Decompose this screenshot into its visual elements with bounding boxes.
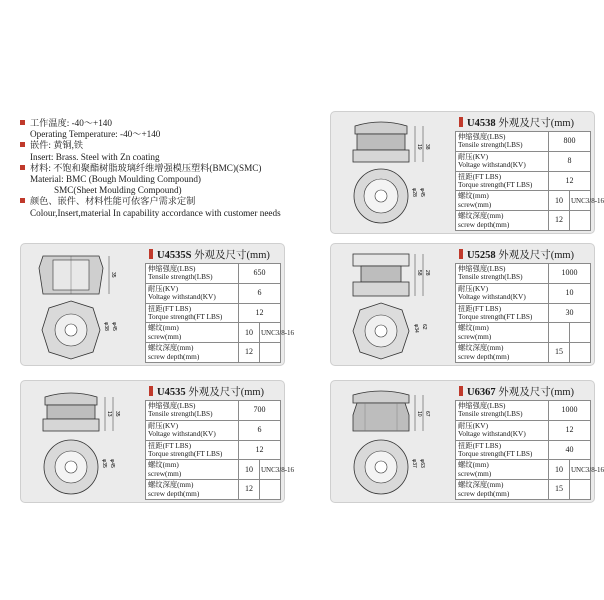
u4538-dim-3: φ28: [411, 188, 417, 197]
u4535-dim-1: 13: [106, 411, 112, 417]
u6367-torque: 40: [549, 440, 591, 460]
red-marker-icon: [149, 249, 153, 259]
bullet-icon: [20, 142, 25, 147]
u4535s-thread: UNC3/8-16: [260, 323, 281, 343]
card-u4538: [330, 111, 604, 234]
u4538-torque: 12: [549, 171, 591, 191]
u4535-screw: 10: [239, 460, 260, 480]
card-u4535s: [20, 243, 295, 366]
bullet-icon: [20, 198, 25, 203]
u4535-spec-table: 伸缩强度(LBS) Tensile strength(LBS) 700 耐压(KV) Voltage withstand(KV) 6 扭距(FT LBS) Torque strength(FT LBS) 12 螺纹(mm) screw(mm) 10 UNC3/8-16 螺纹深度(mm) screw depth(mm) 12: [145, 400, 281, 500]
spec-material-en2: SMC(Sheet Moulding Compound): [54, 185, 182, 196]
u4538-dim-1: 19: [416, 144, 422, 150]
spec-custom-en: Colour,Insert,material In capability accordance with customer needs: [30, 207, 281, 218]
spec-material-en: Material: BMC (Bough Moulding Compound): [30, 174, 201, 185]
red-marker-icon: [459, 117, 463, 127]
u6367-info: [455, 385, 604, 500]
u4538-thread: UNC3/8-16: [570, 191, 591, 211]
u6367-screw: 10: [549, 460, 570, 480]
u4538-screw: 10: [549, 191, 570, 211]
bullet-icon: [20, 165, 25, 170]
u4538-tensile: 800: [549, 132, 591, 152]
u4538-dim-4: φ45: [419, 188, 425, 197]
u4535-info: [145, 385, 295, 500]
u4535-depth: 12: [239, 480, 260, 500]
u6367-voltage: 12: [549, 420, 591, 440]
u6367-dim-1: 10: [416, 411, 422, 417]
u6367-dim-4: φ63: [419, 459, 425, 468]
u6367-spec-table: 伸缩强度(LBS) Tensile strength(LBS) 1000 耐压(KV) Voltage withstand(KV) 12 扭距(FT LBS) Torque strength(FT LBS) 40 螺纹(mm) screw(mm) 10 UNC3/8-16 螺纹深度(mm) screw depth(mm) 15: [455, 400, 591, 500]
u4538-dim-2: 38: [424, 144, 430, 150]
u5258-dim-1: 58: [416, 270, 422, 276]
u4535-thread: UNC3/8-16: [260, 460, 281, 480]
u4535-dim-4: φ45: [109, 459, 115, 468]
red-marker-icon: [459, 386, 463, 396]
u5258-screw: [549, 323, 570, 343]
u4535s-screw: 10: [239, 323, 260, 343]
spec-custom-cn: 颜色、嵌件、材料性能可依客户需求定制: [20, 196, 320, 207]
u5258-info: [455, 248, 591, 363]
u5258-spec-table: 伸缩强度(LBS) Tensile strength(LBS) 1000 耐压(KV) Voltage withstand(KV) 10 扭距(FT LBS) Torque strength(FT LBS) 30 螺纹(mm) screw(mm) 螺纹深度(mm) screw depth(mm) 15: [455, 263, 591, 363]
u5258-tensile: 1000: [549, 264, 591, 284]
u5258-dim-4: 62: [421, 324, 427, 330]
u5258-drawing: [335, 248, 453, 361]
u5258-dim-3: φ34: [413, 324, 419, 333]
u4538-voltage: 8: [549, 151, 591, 171]
u4535s-torque: 12: [239, 303, 281, 323]
u6367-dim-3: φ37: [411, 459, 417, 468]
u4538-depth: 12: [549, 211, 570, 231]
u4535s-title: U4535S 外观及尺寸(mm): [145, 248, 281, 263]
u4538-title: U4538 外观及尺寸(mm): [455, 116, 591, 131]
u5258-thread: [570, 323, 591, 343]
u4535-torque: 12: [239, 440, 281, 460]
u6367-thread: UNC3/8-16: [570, 460, 591, 480]
u4538-spec-table: 伸缩强度(LBS) Tensile strength(LBS) 800 耐压(KV) Voltage withstand(KV) 8 扭距(FT LBS) Torque strength(FT LBS) 12 螺纹(mm) screw(mm) 10 UNC3/8-16 螺纹深度(mm) screw depth(mm) 12: [455, 131, 591, 231]
u4535s-info: [145, 248, 295, 363]
red-marker-icon: [459, 249, 463, 259]
u4538-drawing: [335, 116, 453, 229]
u6367-depth: 15: [549, 480, 570, 500]
u5258-depth: 15: [549, 343, 570, 363]
red-marker-icon: [149, 386, 153, 396]
u4535s-drawing: [25, 248, 143, 361]
u4535s-dim-2: φ38: [103, 322, 109, 331]
u4538-info: [455, 116, 604, 231]
u4535-voltage: 6: [239, 420, 281, 440]
spec-insert-en: Insert: Brass. Steel with Zn coating: [30, 151, 160, 162]
u5258-torque: 30: [549, 303, 591, 323]
u4535-dim-2: 35: [114, 411, 120, 417]
u5258-title: U5258 外观及尺寸(mm): [455, 248, 591, 263]
spec-insert-cn: 嵌件: 黄铜,铁: [20, 140, 320, 151]
u6367-drawing: [335, 385, 453, 498]
u4535-tensile: 700: [239, 401, 281, 421]
material-specs: [20, 118, 320, 219]
card-u5258: [330, 243, 595, 366]
u6367-tensile: 1000: [549, 401, 591, 421]
u5258-voltage: 10: [549, 283, 591, 303]
u4535s-tensile: 650: [239, 264, 281, 284]
spec-material-cn: 材料: 不饱和聚酯树脂玻璃纤维增强模压塑料(BMC)(SMC): [20, 163, 320, 174]
u4535-title: U4535 外观及尺寸(mm): [145, 385, 281, 400]
u4535-drawing: [25, 385, 143, 498]
u6367-dim-2: 67: [424, 411, 430, 417]
bullet-icon: [20, 120, 25, 125]
spec-temp-en: Operating Temperature: -40～+140: [30, 129, 161, 140]
u4535s-dim-3: φ45: [111, 322, 117, 331]
u6367-title: U6367 外观及尺寸(mm): [455, 385, 591, 400]
card-u6367: [330, 380, 604, 503]
card-u4535: [20, 380, 295, 503]
u4535s-depth: 12: [239, 343, 260, 363]
u4535-dim-3: φ35: [101, 459, 107, 468]
u4535s-dim-1: 35: [110, 272, 116, 278]
u4535s-voltage: 6: [239, 283, 281, 303]
spec-temp-cn: 工作温度: -40～+140: [20, 118, 320, 129]
u4535s-spec-table: 伸缩强度(LBS) Tensile strength(LBS) 650 耐压(KV) Voltage withstand(KV) 6 扭距(FT LBS) Torque strength(FT LBS) 12 螺纹(mm) screw(mm) 10 UNC3/8-16 螺纹深度(mm) screw depth(mm) 12: [145, 263, 281, 363]
u5258-dim-2: 28: [424, 270, 430, 276]
